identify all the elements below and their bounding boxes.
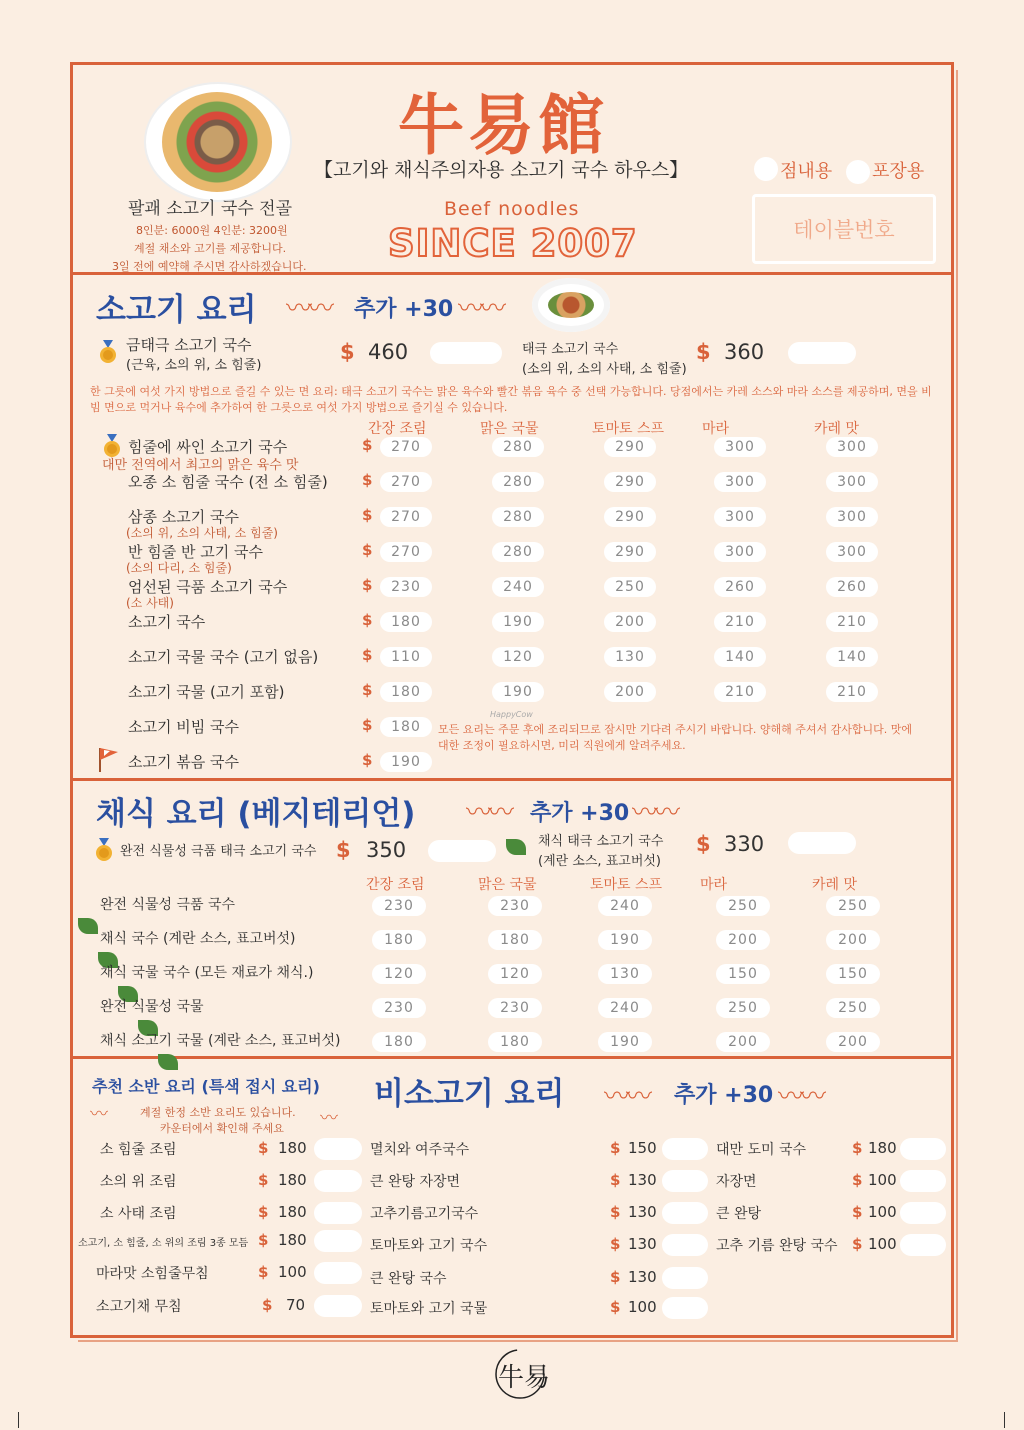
price-pill[interactable]: 180: [380, 612, 432, 632]
menu-item-name: 엄선된 극품 소고기 국수: [128, 578, 288, 596]
featured-item-price: 350: [366, 838, 407, 862]
menu-item-name: 채식 소고기 국물 (계란 소스, 표고버섯): [100, 1033, 341, 1049]
price-pill[interactable]: 290: [604, 472, 656, 492]
price-pill[interactable]: 140: [826, 647, 878, 667]
price-pill[interactable]: 200: [716, 1032, 770, 1052]
beef-noodle-photo: [532, 278, 610, 332]
price-pill[interactable]: 300: [826, 437, 878, 457]
column-header: 토마토 스프: [592, 421, 665, 437]
wave-decoration: 〰〰: [778, 1082, 823, 1112]
wave-decoration: 〰〰: [604, 1082, 649, 1112]
price-pill[interactable]: 180: [488, 1032, 542, 1052]
quantity-field[interactable]: [788, 342, 856, 364]
currency: $: [362, 611, 373, 629]
restaurant-subtitle: 【고기와 채식주의자용 소고기 국수 하우스】: [314, 159, 689, 181]
currency: $: [258, 1263, 269, 1281]
quantity-field[interactable]: [900, 1170, 946, 1192]
leaf-icon: [506, 839, 526, 855]
menu-item-name: 소고기 국물 국수 (고기 없음): [128, 648, 319, 666]
quantity-field[interactable]: [900, 1202, 946, 1224]
wave-decoration: 〰〰: [458, 294, 503, 324]
gold-medal-icon: [102, 434, 122, 458]
price-pill[interactable]: 200: [826, 930, 880, 950]
divider: [70, 1056, 954, 1059]
wave-decoration: 〰〰: [286, 294, 331, 324]
menu-item-name: 소의 위 조림: [100, 1174, 177, 1190]
currency: $: [362, 436, 373, 454]
menu-item-sub: (소의 위, 소의 사태, 소 힘줄): [126, 526, 278, 540]
takeout-label: 포장용: [872, 161, 925, 182]
price-pill[interactable]: 210: [826, 682, 878, 702]
menu-item-name: 소고기 국수: [128, 613, 206, 631]
side-note: 카운터에서 확인해 주세요: [160, 1122, 284, 1135]
currency: $: [362, 751, 373, 769]
price-pill[interactable]: 180: [380, 682, 432, 702]
leaf-icon: [78, 918, 98, 934]
nonbeef-add-label: 추가 +30: [674, 1083, 774, 1108]
quantity-field[interactable]: [662, 1234, 708, 1256]
currency: $: [610, 1298, 621, 1316]
price-pill[interactable]: 300: [714, 507, 766, 527]
price-pill[interactable]: 290: [604, 542, 656, 562]
price-pill[interactable]: 300: [714, 472, 766, 492]
price-pill[interactable]: 300: [826, 507, 878, 527]
price-pill[interactable]: 120: [372, 964, 426, 984]
beef-section-title: 소고기 요리: [96, 292, 257, 328]
menu-item-price: 130: [628, 1268, 657, 1286]
currency: $: [258, 1171, 269, 1189]
price-pill[interactable]: 240: [492, 577, 544, 597]
price-pill[interactable]: 230: [372, 896, 426, 916]
price-pill[interactable]: 230: [380, 577, 432, 597]
menu-item-price: 180: [278, 1203, 307, 1221]
menu-item-price: 100: [628, 1298, 657, 1316]
crop-mark: [1004, 1412, 1005, 1428]
price-pill[interactable]: 250: [826, 896, 880, 916]
price-pill[interactable]: 230: [488, 998, 542, 1018]
crop-mark: [18, 1412, 19, 1428]
menu-item-price: 70: [286, 1296, 306, 1314]
currency: $: [852, 1171, 863, 1189]
menu-item-name: 소 사태 조림: [100, 1206, 177, 1222]
price-pill[interactable]: 250: [826, 998, 880, 1018]
menu-item-name: 반 힘줄 반 고기 국수: [128, 543, 263, 561]
column-header: 마라: [702, 421, 730, 437]
currency: $: [610, 1171, 621, 1189]
beef-note: 한 그릇에 여섯 가지 방법으로 즐길 수 있는 면 요리: 태극 소고기 국수는 맑은 육수와 빨간 볶음 육수 중 선택 가능합니다. 당점에서는 카레 소스와 마라 소스를 제공하며, 면을 비빔 면으로 먹거나 육수에 추가하여 한 그릇으로 여섯 가지 방법으로 즐기실 수 있습니다.: [90, 385, 932, 414]
featured-item-sub: (계란 소스, 표고버섯): [538, 854, 662, 869]
leaf-icon: [158, 1054, 178, 1070]
currency: $: [362, 541, 373, 559]
price-pill[interactable]: 210: [826, 612, 878, 632]
currency: $: [610, 1268, 621, 1286]
wave-decoration: 〰: [90, 1104, 104, 1125]
menu-item-price: 100: [868, 1235, 897, 1253]
price-pill[interactable]: 180: [372, 1032, 426, 1052]
price-pill[interactable]: 280: [492, 542, 544, 562]
gold-medal-icon: [98, 340, 118, 364]
menu-item-sub: 대만 전역에서 최고의 맑은 육수 맛: [102, 458, 299, 473]
menu-item-name: 완전 식물성 국물: [100, 999, 204, 1015]
price-pill[interactable]: 190: [598, 1032, 652, 1052]
quantity-field[interactable]: [900, 1138, 946, 1160]
currency: $: [852, 1139, 863, 1157]
menu-item-price: 150: [628, 1139, 657, 1157]
currency: $: [696, 340, 711, 364]
table-number-label: 테이블번호: [793, 218, 895, 242]
price-pill[interactable]: 140: [714, 647, 766, 667]
menu-item-name: 소고기 국물 (고기 포함): [128, 683, 285, 701]
featured-item-name: 완전 식물성 극품 태극 소고기 국수: [120, 844, 317, 859]
menu-item-name: 고추 기름 완탕 국수: [716, 1238, 838, 1254]
hotpot-reserve-line: 3일 전에 예약해 주시면 감사하겠습니다.: [112, 260, 307, 273]
menu-item-name: 오종 소 힘줄 국수 (전 소 힘줄): [128, 473, 328, 491]
price-pill[interactable]: 280: [492, 437, 544, 457]
price-pill[interactable]: 180: [372, 930, 426, 950]
svg-text:牛易: 牛易: [498, 1363, 551, 1393]
price-pill[interactable]: 270: [380, 472, 432, 492]
currency: $: [852, 1203, 863, 1221]
quantity-field[interactable]: [428, 840, 496, 862]
beef-noodles-label: Beef noodles: [444, 198, 580, 220]
menu-item-price: 130: [628, 1203, 657, 1221]
price-pill[interactable]: 280: [492, 472, 544, 492]
menu-item-name: 대만 도미 국수: [716, 1142, 807, 1158]
quantity-field[interactable]: [314, 1262, 362, 1284]
price-pill[interactable]: 270: [380, 437, 432, 457]
price-pill[interactable]: 190: [598, 930, 652, 950]
menu-item-price: 180: [868, 1139, 897, 1157]
price-pill[interactable]: 290: [604, 507, 656, 527]
price-pill[interactable]: 180: [380, 717, 432, 737]
menu-item-name: 소고기 볶음 국수: [128, 753, 239, 771]
currency: $: [262, 1296, 273, 1314]
menu-item-name: 큰 완탕: [716, 1206, 762, 1222]
price-pill[interactable]: 200: [826, 1032, 880, 1052]
menu-item-price: 130: [628, 1171, 657, 1189]
quantity-field[interactable]: [662, 1267, 708, 1289]
quantity-field[interactable]: [662, 1170, 708, 1192]
menu-item-name: 채식 국물 국수 (모든 재료가 채식.): [100, 965, 314, 981]
currency: $: [258, 1139, 269, 1157]
featured-item-sub: (근육, 소의 위, 소 힘줄): [126, 358, 262, 373]
quantity-field[interactable]: [662, 1202, 708, 1224]
menu-item-name: 큰 완탕 자장면: [370, 1174, 461, 1190]
price-pill[interactable]: 290: [604, 437, 656, 457]
price-pill[interactable]: 250: [604, 577, 656, 597]
hotpot-note-line: 계절 채소와 고기를 제공합니다.: [134, 242, 287, 255]
price-pill[interactable]: 300: [714, 542, 766, 562]
price-pill[interactable]: 200: [604, 682, 656, 702]
menu-item-name: 소고기, 소 힘줄, 소 위의 조림 3종 모듬: [78, 1238, 249, 1249]
price-pill[interactable]: 210: [714, 612, 766, 632]
menu-item-name: 삼종 소고기 국수: [128, 508, 239, 526]
divider: [70, 778, 954, 781]
quantity-field[interactable]: [314, 1202, 362, 1224]
column-header: 토마토 스프: [590, 877, 663, 893]
price-pill[interactable]: 250: [716, 896, 770, 916]
hotpot-photo: [146, 84, 290, 200]
column-header: 간장 조림: [368, 421, 427, 437]
menu-item-price: 130: [628, 1235, 657, 1253]
menu-item-name: 자장면: [716, 1174, 757, 1190]
side-note: 계절 한정 소반 요리도 있습니다.: [140, 1106, 296, 1119]
price-pill[interactable]: 270: [380, 507, 432, 527]
column-header: 맑은 국물: [480, 421, 539, 437]
menu-item-sub: (소 사태): [126, 596, 174, 610]
price-pill[interactable]: 240: [598, 998, 652, 1018]
currency: $: [258, 1203, 269, 1221]
price-pill[interactable]: 200: [604, 612, 656, 632]
veg-add-label: 추가 +30: [530, 801, 630, 826]
nonbeef-section-title: 비소고기 요리: [374, 1076, 565, 1112]
wave-decoration: 〰〰: [466, 798, 511, 828]
quantity-field[interactable]: [788, 832, 856, 854]
currency: $: [696, 832, 711, 856]
price-pill[interactable]: 120: [492, 647, 544, 667]
featured-item-name: 금태극 소고기 국수: [126, 336, 252, 354]
currency: $: [362, 681, 373, 699]
beef-add-label: 추가 +30: [354, 297, 454, 322]
price-pill[interactable]: 300: [826, 472, 878, 492]
takeout-radio[interactable]: [846, 160, 870, 184]
hotpot-price-line: 8인분: 6000원 4인분: 3200원: [136, 224, 288, 237]
featured-item-name: 채식 태극 소고기 국수: [538, 834, 664, 849]
menu-item-price: 180: [278, 1171, 307, 1189]
currency: $: [362, 471, 373, 489]
menu-item-name: 소 힘줄 조림: [100, 1142, 177, 1158]
menu-item-price: 100: [278, 1263, 307, 1281]
menu-item-name: 토마토와 고기 국물: [370, 1301, 488, 1317]
featured-item-name: 태극 소고기 국수: [522, 342, 619, 357]
quantity-field[interactable]: [314, 1138, 362, 1160]
restaurant-name: 牛易館: [398, 86, 608, 164]
price-pill[interactable]: 120: [488, 964, 542, 984]
quantity-field[interactable]: [314, 1170, 362, 1192]
currency: $: [336, 838, 351, 862]
gold-medal-icon: [94, 838, 114, 862]
price-pill[interactable]: 300: [826, 542, 878, 562]
currency: $: [362, 716, 373, 734]
since-label: SINCE 2007: [388, 222, 638, 265]
price-pill[interactable]: 190: [492, 612, 544, 632]
currency: $: [362, 506, 373, 524]
menu-item-sub: (소의 다리, 소 힘줄): [126, 561, 232, 575]
menu-item-name: 마라맛 소힘줄무침: [96, 1266, 209, 1282]
column-header: 맑은 국물: [478, 877, 537, 893]
price-pill[interactable]: 190: [380, 752, 432, 772]
cook-note: 모든 요리는 주문 후에 조리되므로 잠시만 기다려 주시기 바랍니다. 양해해 주셔서 감사합니다. 맛에 대한 조정이 필요하시면, 미리 직원에게 알려주세요.: [438, 723, 912, 752]
menu-item-name: 고추기름고기국수: [370, 1206, 479, 1222]
menu-item-price: 100: [868, 1171, 897, 1189]
menu-item-name: 채식 국수 (계란 소스, 표고버섯): [100, 931, 296, 947]
menu-item-name: 토마토와 고기 국수: [370, 1238, 488, 1254]
featured-item-sub: (소의 위, 소의 사태, 소 힘줄): [522, 362, 687, 377]
currency: $: [258, 1231, 269, 1249]
price-pill[interactable]: 250: [716, 998, 770, 1018]
quantity-field[interactable]: [314, 1295, 362, 1317]
price-pill[interactable]: 150: [826, 964, 880, 984]
price-pill[interactable]: 180: [488, 930, 542, 950]
price-pill[interactable]: 210: [714, 682, 766, 702]
price-pill[interactable]: 280: [492, 507, 544, 527]
menu-item-name: 힘줄에 싸인 소고기 국수: [128, 438, 288, 456]
side-section-title: 추천 소반 요리 (특색 접시 요리): [92, 1077, 320, 1096]
chef-flag-icon: [96, 746, 120, 772]
price-pill[interactable]: 110: [380, 647, 432, 667]
price-pill[interactable]: 300: [714, 437, 766, 457]
table-number-box[interactable]: [752, 194, 936, 264]
currency: $: [610, 1139, 621, 1157]
price-pill[interactable]: 130: [598, 964, 652, 984]
hotpot-name: 팔괘 소고기 국수 전골: [128, 199, 293, 219]
currency: $: [852, 1235, 863, 1253]
currency: $: [610, 1235, 621, 1253]
price-pill[interactable]: 130: [604, 647, 656, 667]
featured-item-price: 360: [724, 340, 765, 364]
column-header: 카레 맛: [814, 421, 860, 437]
price-pill[interactable]: 240: [598, 896, 652, 916]
menu-item-name: 큰 완탕 국수: [370, 1271, 447, 1287]
quantity-field[interactable]: [430, 342, 502, 364]
column-header: 카레 맛: [812, 877, 858, 893]
wave-decoration: 〰: [320, 1108, 334, 1129]
happycow-watermark: HappyCow: [490, 710, 533, 719]
price-pill[interactable]: 200: [716, 930, 770, 950]
currency: $: [362, 576, 373, 594]
quantity-field[interactable]: [662, 1138, 708, 1160]
featured-item-price: 330: [724, 832, 765, 856]
menu-item-price: 100: [868, 1203, 897, 1221]
menu-item-name: 멸치와 여주국수: [370, 1142, 470, 1158]
menu-item-price: 180: [278, 1139, 307, 1157]
price-pill[interactable]: 150: [716, 964, 770, 984]
quantity-field[interactable]: [314, 1230, 362, 1252]
currency: $: [362, 646, 373, 664]
price-pill[interactable]: 230: [372, 998, 426, 1018]
dine-in-radio[interactable]: [754, 157, 778, 181]
price-pill[interactable]: 190: [492, 682, 544, 702]
menu-item-price: 180: [278, 1231, 307, 1249]
currency: $: [340, 340, 355, 364]
menu-item-name: 소고기 비빔 국수: [128, 718, 239, 736]
quantity-field[interactable]: [900, 1234, 946, 1256]
price-pill[interactable]: 260: [714, 577, 766, 597]
price-pill[interactable]: 230: [488, 896, 542, 916]
restaurant-logo: [484, 1346, 556, 1402]
dine-in-label: 점내용: [780, 161, 833, 182]
price-pill[interactable]: 260: [826, 577, 878, 597]
column-header: 간장 조림: [366, 877, 425, 893]
column-header: 마라: [700, 877, 728, 893]
quantity-field[interactable]: [662, 1297, 708, 1319]
featured-item-price: 460: [368, 340, 409, 364]
veg-section-title: 채식 요리 (베지테리언): [96, 796, 416, 832]
menu-item-name: 소고기채 무침: [96, 1299, 182, 1315]
price-pill[interactable]: 270: [380, 542, 432, 562]
wave-decoration: 〰〰: [632, 798, 677, 828]
menu-item-name: 완전 식물성 극품 국수: [100, 897, 236, 913]
currency: $: [610, 1203, 621, 1221]
